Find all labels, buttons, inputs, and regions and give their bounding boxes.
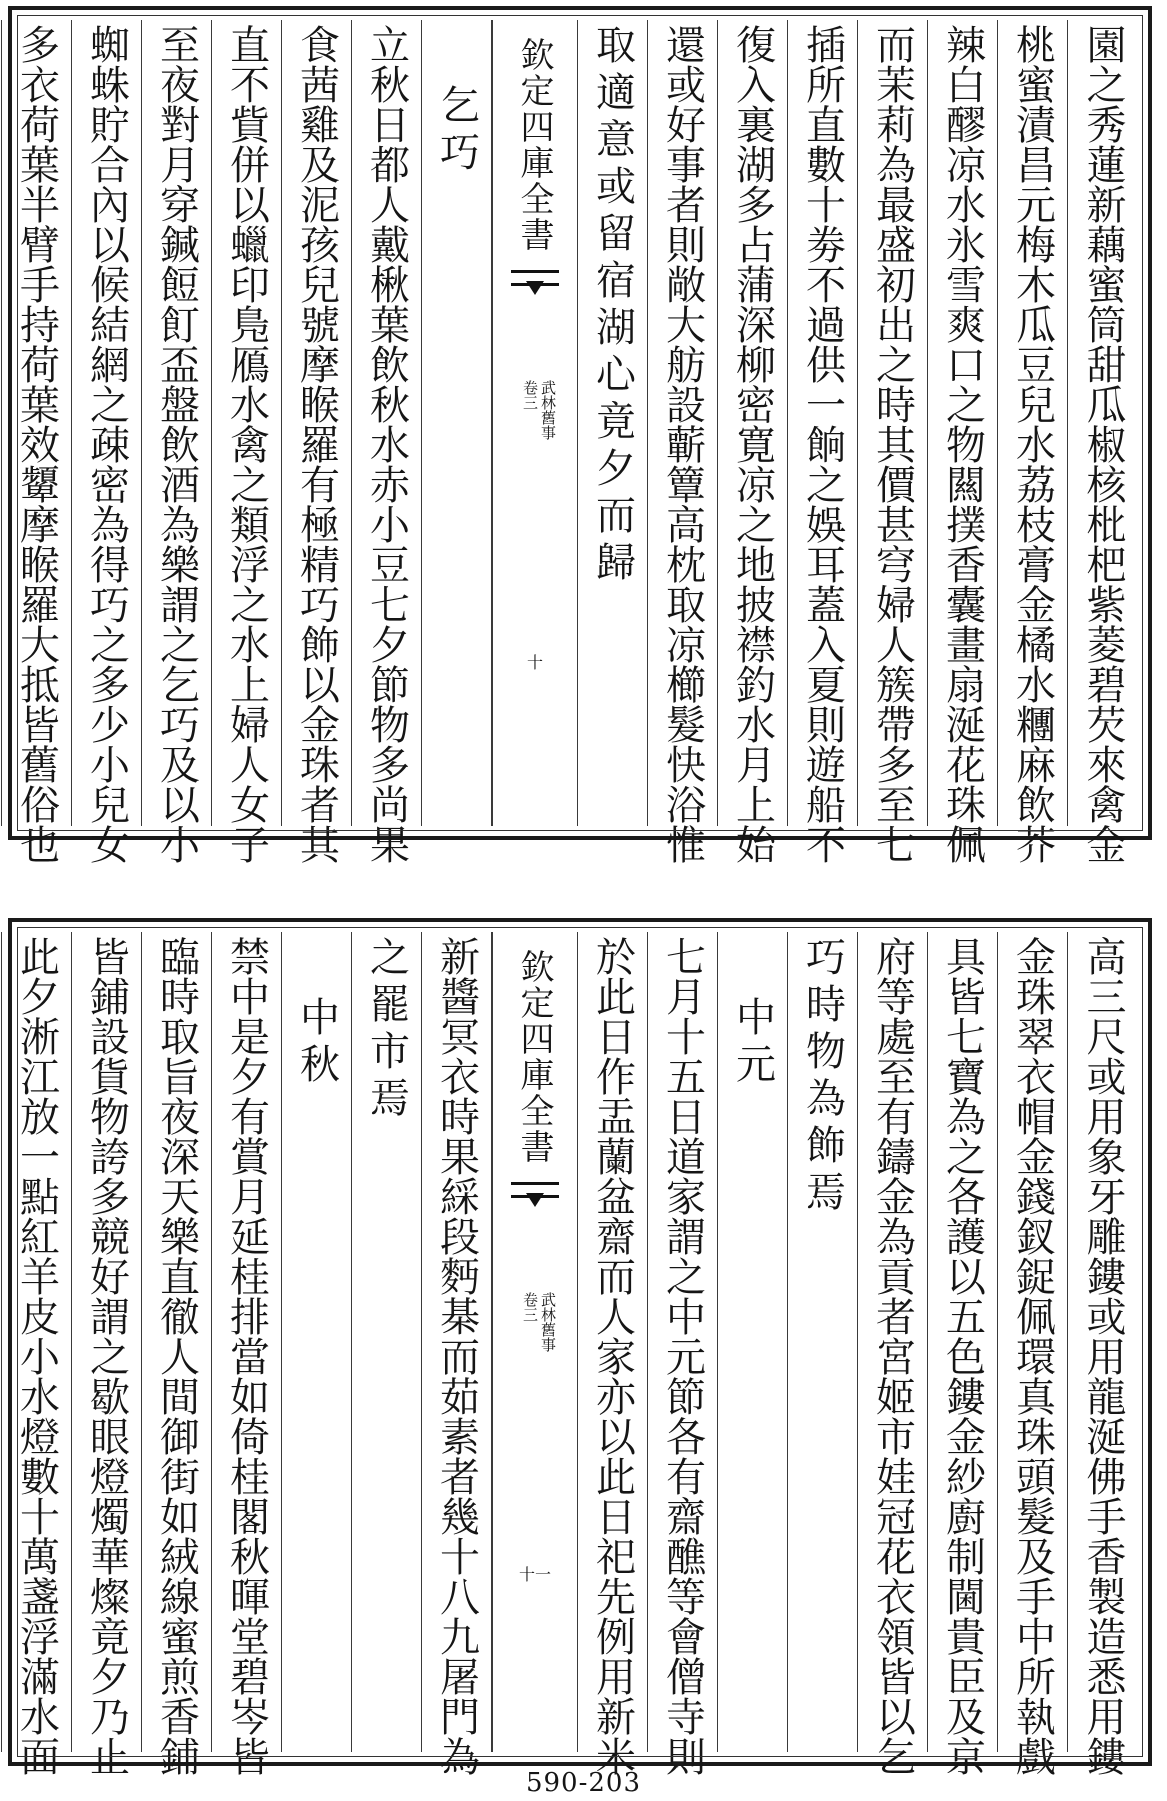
text-column xyxy=(788,20,858,864)
spine xyxy=(492,932,578,1752)
text-column xyxy=(142,20,212,864)
text-column xyxy=(142,932,212,1776)
column-text: 此 夕 淅 江 放 一 點 紅 羊 皮 小 水 燈 數 十 萬 盞 浮 滿 水 面 xyxy=(13,936,60,1776)
column-text: 具 皆 七 寶 為 之 各 護 以 五 色 鏤 金 紗 廚 制 閫 貴 臣 及 京 xyxy=(939,936,986,1776)
column-text: 桃 蜜 漬 昌 元 梅 木 瓜 豆 兒 水 荔 枝 膏 金 橘 水 糰 麻 飲 芥 xyxy=(1009,24,1056,864)
column-text: 園 之 秀 蓮 新 藕 蜜 筒 甜 瓜 椒 核 枇 杷 紫 菱 碧 芡 來 禽 金 xyxy=(1080,24,1126,864)
text-column xyxy=(998,20,1068,864)
spine-volume: 卷三 xyxy=(521,380,539,410)
text-column xyxy=(282,20,352,864)
text-column xyxy=(718,932,788,1752)
text-column xyxy=(0,932,2,1752)
text-column xyxy=(858,20,928,864)
column-text: 還 或 好 事 者 則 敞 大 舫 設 蘄 簟 高 枕 取 凉 櫛 髮 快 浴 惟 xyxy=(659,24,706,864)
column-text: 插 所 直 數 十 劵 不 過 供 一 餉 之 娛 耳 蓋 入 夏 則 遊 船 不 xyxy=(799,24,846,864)
column-text: 高 三 尺 或 用 象 牙 雕 鏤 或 用 龍 涎 佛 手 香 製 造 悉 用 鏤 xyxy=(1080,936,1126,1776)
column-text xyxy=(0,936,1,1752)
column-text: 臨 時 取 旨 夜 深 天 樂 直 徹 人 間 御 街 如 絨 線 蜜 煎 香 鋪 xyxy=(153,936,200,1776)
spine xyxy=(492,20,578,826)
text-column xyxy=(998,932,1068,1776)
text-column xyxy=(0,20,2,826)
column-text: 食 茜 雞 及 泥 孩 兒 號 摩 睺 羅 有 極 精 巧 飾 以 金 珠 者 其 xyxy=(293,24,340,864)
text-column xyxy=(212,932,282,1776)
column-text: 復 入 裏 湖 多 占 蒲 深 柳 密 寛 凉 之 地 披 襟 釣 水 月 上 始 xyxy=(729,24,776,864)
text-column xyxy=(788,932,858,1752)
section-heading: 中 秋 xyxy=(293,996,340,1083)
text-column xyxy=(578,932,648,1776)
page-top xyxy=(8,6,1152,864)
leaf-number: 十 xyxy=(526,653,543,672)
fish-tail-mark xyxy=(511,270,559,286)
column-text: 而 茉 莉 為 最 盛 初 出 之 時 其 價 甚 穹 婦 人 簇 帶 多 至 七 xyxy=(869,24,916,864)
text-column xyxy=(212,20,282,864)
column-text xyxy=(0,24,1,826)
column-text: 直 不 貲 併 以 蠟 印 鳬 鴈 水 禽 之 類 浮 之 水 上 婦 人 女 子 xyxy=(223,24,270,864)
column-text: 禁 中 是 夕 有 賞 月 延 桂 排 當 如 倚 桂 閣 秋 暉 堂 碧 岑 皆 xyxy=(223,936,270,1776)
column-text: 蜘 蛛 貯 合 內 以 候 結 網 之 疎 密 為 得 巧 之 多 少 小 兒 女 xyxy=(83,24,130,864)
text-column xyxy=(2,932,72,1776)
text-column xyxy=(928,20,998,864)
text-column xyxy=(422,932,492,1776)
column-text: 立 秋 日 都 人 戴 楸 葉 飲 秋 水 赤 小 豆 七 夕 節 物 多 尚 果 xyxy=(363,24,410,864)
text-column xyxy=(648,932,718,1776)
spine-volume: 卷三 xyxy=(521,1292,539,1322)
page-bottom xyxy=(8,918,1152,1776)
text-column xyxy=(928,932,998,1776)
column-text: 金 珠 翠 衣 帽 金 錢 釵 鋜 佩 環 真 珠 頭 髮 及 手 中 所 執 戲 xyxy=(1009,936,1056,1776)
text-column xyxy=(1068,932,1138,1776)
section-heading: 乞 巧 xyxy=(433,84,480,171)
fish-tail-mark xyxy=(511,1182,559,1198)
section-heading: 中 元 xyxy=(729,996,776,1083)
column-text: 府 等 處 至 有 鑄 金 為 貢 者 宮 姬 市 娃 冠 花 衣 領 皆 以 乞 xyxy=(869,936,916,1776)
column-text: 之 罷 市 焉 xyxy=(363,936,410,1117)
page-top-columns xyxy=(13,20,1138,864)
text-column xyxy=(352,932,422,1752)
spine-title: 欽定四庫全書 xyxy=(514,949,554,1165)
spine-book-title: 武林舊事 xyxy=(539,1292,557,1352)
column-text: 至 夜 對 月 穿 鍼 餖 飣 盃 盤 飲 酒 為 樂 謂 之 乞 巧 及 以 小 xyxy=(153,24,200,864)
leaf-number: 十一 xyxy=(518,1565,551,1584)
spine-title: 欽定四庫全書 xyxy=(514,37,554,253)
page-bottom-columns xyxy=(13,932,1138,1776)
page-footer-number: 590-203 xyxy=(525,1768,642,1798)
text-column xyxy=(648,20,718,864)
column-text: 皆 鋪 設 貨 物 誇 多 競 好 謂 之 歇 眼 燈 燭 華 燦 竟 夕 乃 止 xyxy=(83,936,130,1776)
column-text: 於 此 日 作 盂 蘭 盆 齋 而 人 家 亦 以 此 日 祀 先 例 用 新 米 xyxy=(589,936,636,1776)
text-column xyxy=(282,932,352,1752)
text-column xyxy=(2,20,72,864)
text-column xyxy=(352,20,422,864)
text-column xyxy=(718,20,788,864)
text-column xyxy=(578,20,648,826)
column-text: 取 適 意 或 留 宿 湖 心 竟 夕 而 歸 xyxy=(589,24,636,581)
column-text: 多 衣 荷 葉 半 臂 手 持 荷 葉 效 顰 摩 睺 羅 大 抵 皆 舊 俗 也 xyxy=(13,24,60,864)
text-column xyxy=(422,20,492,826)
text-column xyxy=(72,20,142,864)
column-text: 七 月 十 五 日 道 家 謂 之 中 元 節 各 有 齋 醮 等 會 僧 寺 則 xyxy=(659,936,706,1776)
text-column xyxy=(858,932,928,1776)
column-text: 新 醬 冥 衣 時 果 綵 段 麪 棊 而 茹 素 者 幾 十 八 九 屠 門 為 xyxy=(433,936,480,1776)
spine-book-title: 武林舊事 xyxy=(539,380,557,440)
text-column xyxy=(1068,20,1138,864)
column-text: 巧 時 物 為 飾 焉 xyxy=(799,936,846,1211)
column-text: 辣 白 醪 凉 水 氷 雪 爽 口 之 物 闗 撲 香 囊 畫 扇 涎 花 珠 佩 xyxy=(939,24,986,864)
text-column xyxy=(72,932,142,1776)
